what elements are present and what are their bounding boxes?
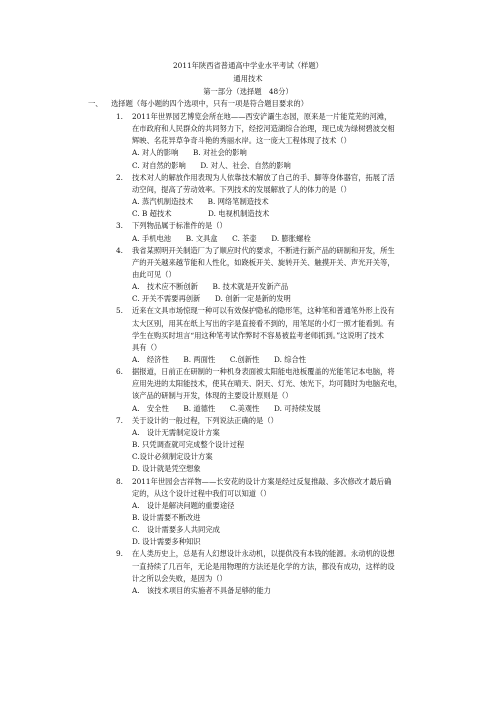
question-text-line: 由此可见（） bbox=[132, 269, 176, 279]
question-number: 4. bbox=[116, 245, 123, 255]
question-text-line: 辉映、名花异草争奇斗艳的秀丽水岸。这一庞大工程体现了技术（） bbox=[132, 136, 351, 146]
question-text-line: 2011年世园会吉祥物——长安花的设计方案是经过反复推敲、多次修改才最后确 bbox=[132, 476, 392, 486]
question-text-line: 在人类历史上，总是有人幻想设计永动机，以提供没有本钱的能源。永动机的设想 bbox=[132, 549, 395, 559]
question-text-line: 动空间，提高了劳动效率。下列技术的发展解放了人的体力的是（） bbox=[132, 184, 351, 194]
answer-option-line: C. 设计需要多人共同完成 bbox=[132, 525, 220, 535]
part-heading: 第一部分（选择题 48分） bbox=[203, 87, 293, 96]
question-text-line: 一直持续了几百年，无论是用物理的方法还是化学的方法，都没有成功，这样的设 bbox=[132, 561, 395, 571]
answer-option-line: C.设计必须制定设计方案 bbox=[132, 452, 213, 462]
question-text-line: 具有（） bbox=[132, 342, 162, 352]
question-text-line: 技术对人的解放作用表现为人依靠技术解放了自己的手、脚等身体器官，拓展了活 bbox=[132, 172, 395, 182]
question-text-line: 该产品的研制与开发，体现的主要设计原则是（） bbox=[132, 391, 293, 401]
answer-option-line: A. 设计无需制定设计方案 bbox=[132, 427, 220, 437]
question-text-line: 近来在文具市场惊现一种可以有效保护隐私的隐形笔，这种笔和普通笔外形上没有 bbox=[132, 306, 395, 316]
answer-option-line: C. 对自然的影响 D. 对人、社会、自然的影响 bbox=[132, 160, 291, 170]
section-instruction: 选择题（每小题的四个选项中，只有一项是符合题目要求的） bbox=[111, 99, 309, 108]
question-text-line: 计之所以会失败，是因为（） bbox=[132, 573, 227, 583]
question-text-line: 据报道，日前正在研制的一种机身表面被太阳能电池板覆盖的光能笔记本电脑，将 bbox=[132, 367, 395, 377]
question-text-line: 学生在购买时坦言“用这种笔考试作弊时不容易被监考老师抓到。”这说明了技术 bbox=[132, 330, 384, 340]
answer-option-line: A. 经济性 B. 两面性 C.创新性 D. 综合性 bbox=[132, 355, 307, 364]
question-number: 8. bbox=[116, 476, 123, 486]
question-text-line: 下列物品属于标准件的是（） bbox=[132, 221, 227, 231]
answer-option-line: A. 设计是解决问题的重要途径 bbox=[132, 500, 235, 510]
question-number: 2. bbox=[116, 172, 123, 182]
answer-option-line: A. 对人的影响 B. 对社会的影响 bbox=[132, 148, 247, 158]
question-number: 3. bbox=[116, 221, 123, 231]
answer-option-line: C. B 超技术 D. 电视机制造技术 bbox=[132, 209, 270, 219]
question-number: 9. bbox=[116, 549, 123, 559]
question-text-line: 应用先进的太阳能技术，使其在晴天、阴天、灯光、烛光下，均可随时为电脑充电， bbox=[132, 379, 402, 389]
question-text-line: 2011年世界园艺博览会所在地——西安浐灞生态园，原来是一片能荒芜的河滩， bbox=[132, 112, 392, 121]
section-number: 一、 bbox=[88, 99, 103, 108]
question-text-line: 在市政府和人民群众的共同努力下，经挖河造湖综合治理，现已成为绿树碧波交相 bbox=[132, 124, 395, 134]
question-text-line: 关于设计的一般过程，下列说法正确的是（） bbox=[132, 415, 278, 425]
question-number: 5. bbox=[116, 306, 123, 316]
answer-option-line: A. 蒸汽机制造技术 B. 网络笔制造技术 bbox=[132, 197, 269, 207]
answer-option-line: B. 只凭调查就可完成整个设计过程 bbox=[132, 440, 245, 450]
answer-option-line: D. 设计就是凭空想象 bbox=[132, 464, 201, 474]
question-text-line: 太大区别，用其在纸上写出的字是直接看不到的，用笔尾的小灯一照才能看到。有 bbox=[132, 318, 395, 328]
answer-option-line: B. 设计需要不断改进 bbox=[132, 512, 201, 522]
document-title: 2011年陕西省普通高中学业水平考试（样题） bbox=[173, 61, 323, 70]
question-text-line: 定的，从这个设计过程中我们可以知道（） bbox=[132, 488, 271, 498]
question-number: 6. bbox=[116, 367, 123, 377]
answer-option-line: C. 开关不需要再创新 D. 创新一定是新的发明 bbox=[132, 294, 291, 304]
question-number: 7. bbox=[116, 415, 123, 425]
answer-option-line: A. 技术应不断创新 B. 技术就是开发新产品 bbox=[132, 282, 289, 292]
answer-option-line: A. 该技术项目的实施者不具备足够的能力 bbox=[132, 585, 271, 595]
answer-option-line: D. 设计需要多种知识 bbox=[132, 537, 201, 547]
answer-option-line: A. 手机电池 B. 文具盒 C. 茶壶 D. 膨胀螺栓 bbox=[132, 233, 311, 243]
answer-option-line: A. 安全性 B. 道德性 C.美观性 D. 可持续发展 bbox=[132, 403, 321, 413]
question-text-line: 我省某照明开关制造厂为了顺应时代的要求，不断进行新产品的研制和开发，所生 bbox=[132, 245, 395, 255]
question-text-line: 产的开关越来越节能和人性化，如跷板开关、旋转开关、触摸开关、声光开关等， bbox=[132, 257, 395, 267]
question-number: 1. bbox=[116, 112, 123, 121]
subject-title: 通用技术 bbox=[233, 74, 263, 83]
